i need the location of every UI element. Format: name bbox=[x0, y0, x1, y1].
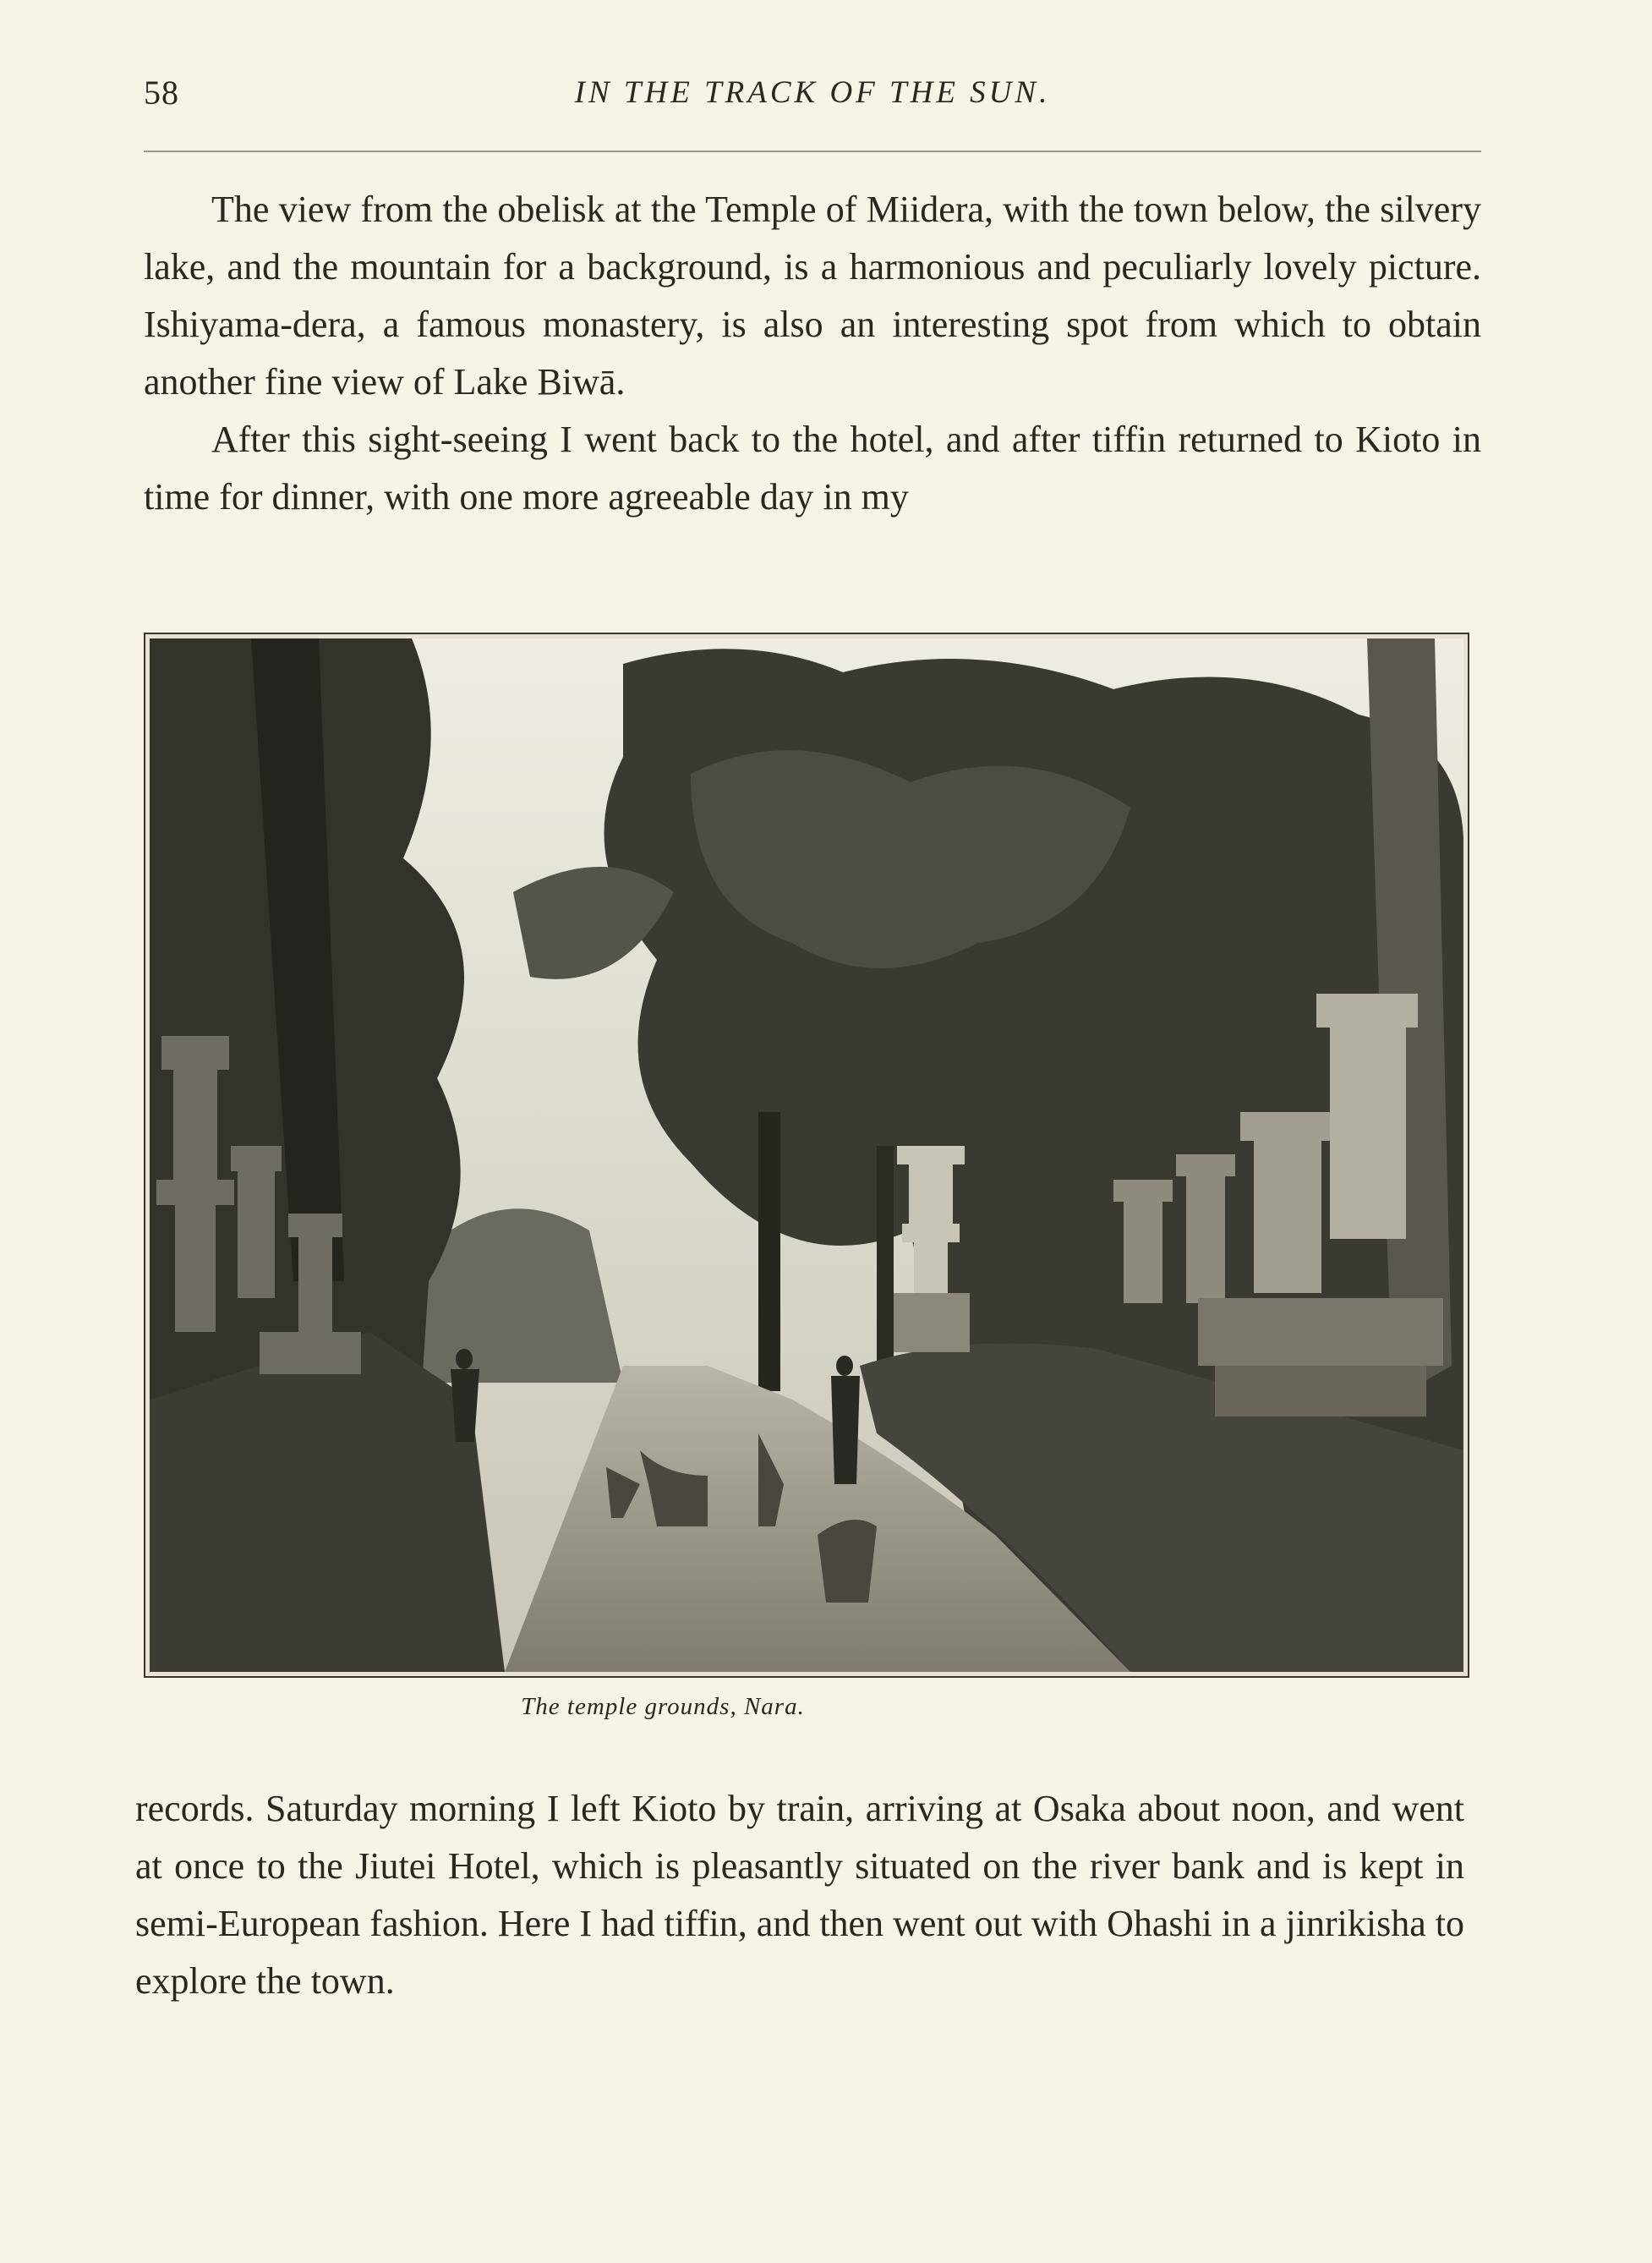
plate-caption: The temple grounds, Nara. bbox=[521, 1693, 805, 1720]
paragraph-return-kioto: After this sight-seeing I went back to the hotel, and after tiffin returned to Kioto in time for dinner, with one more agreeable day in my bbox=[144, 419, 1481, 518]
temple-grounds-photo bbox=[150, 638, 1463, 1672]
paragraph-osaka: records. Saturday morning I left Kioto by train, arriving at Osaka about noon, and went at once to the Jiutei Hotel, which is pleasantly situated on the river bank and is kept in semi-European fashion. Here I had tiffin, and then went out with Ohashi in a jinrikisha to explore the town. bbox=[135, 1788, 1464, 2002]
running-head bbox=[144, 73, 1481, 115]
text-block-top bbox=[144, 181, 1481, 526]
paragraph-miidera: The view from the obelisk at the Temple of Miidera, with the town below, the silvery lake, and the mountain for a background, is a harmonious and peculiarly lovely picture. Ishiyama-dera, a famous monastery, is also an interesting spot from which to obtain another fine view of Lake Biwā. bbox=[144, 189, 1481, 403]
header-rule bbox=[144, 151, 1481, 152]
plate-figure bbox=[144, 633, 1469, 1678]
plate-photograph bbox=[144, 633, 1469, 1678]
running-title: IN THE TRACK OF THE SUN. bbox=[574, 75, 1051, 110]
page-number: 58 bbox=[144, 74, 179, 112]
text-block-bottom bbox=[135, 1780, 1464, 2010]
